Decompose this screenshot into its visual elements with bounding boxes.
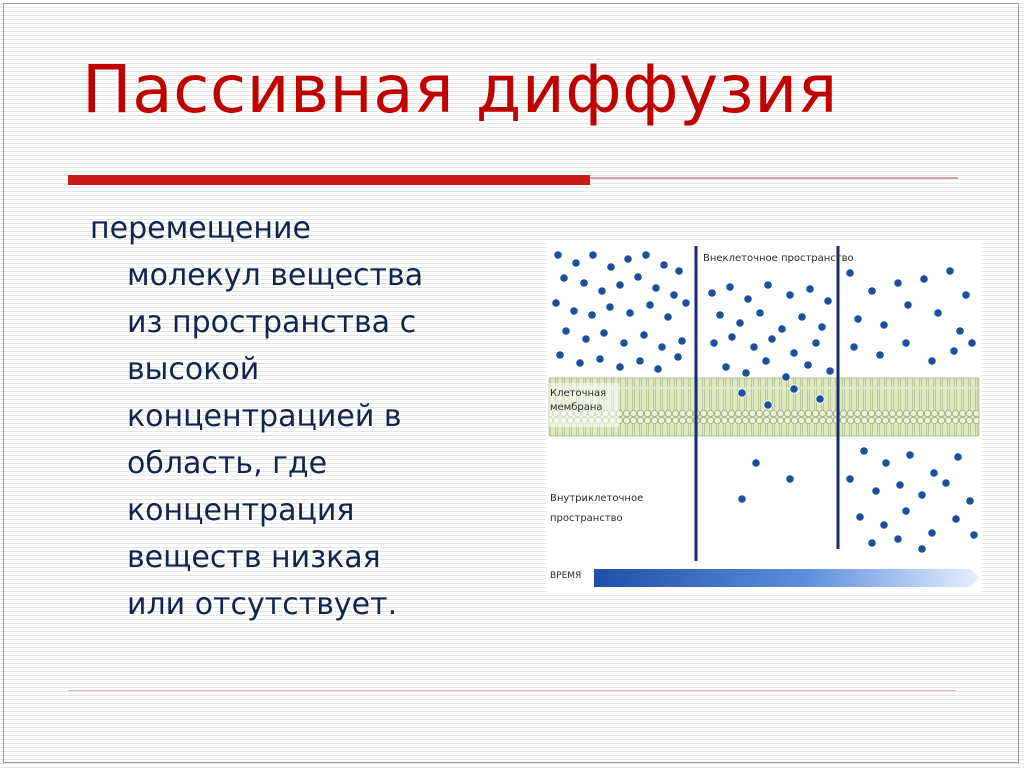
- molecule-dot: [678, 337, 686, 345]
- molecule-dot: [920, 275, 928, 283]
- title-underline-thin: [590, 177, 958, 179]
- molecule-dot: [880, 321, 888, 329]
- molecule-dot: [764, 281, 772, 289]
- body-line: концентрация: [127, 493, 355, 528]
- molecule-dot: [708, 289, 716, 297]
- body-line: концентрацией в: [127, 399, 402, 434]
- molecule-dot: [682, 299, 690, 307]
- molecule-dot: [782, 373, 790, 381]
- molecule-dot: [764, 401, 772, 409]
- molecule-dot: [624, 255, 632, 263]
- molecule-dot: [966, 497, 974, 505]
- title-underline: [68, 175, 590, 185]
- molecule-dot: [596, 355, 604, 363]
- molecule-dot: [560, 274, 568, 282]
- molecule-dot: [968, 339, 976, 347]
- molecule-dot: [856, 513, 864, 521]
- molecule-dot: [954, 453, 962, 461]
- molecule-dot: [728, 333, 736, 341]
- molecule-dot: [576, 359, 584, 367]
- molecule-dot: [824, 297, 832, 305]
- molecule-dot: [902, 339, 910, 347]
- molecule-dot: [626, 309, 634, 317]
- molecule-dot: [552, 299, 560, 307]
- molecule-dot: [742, 369, 750, 377]
- molecule-dot: [894, 279, 902, 287]
- molecule-dot: [762, 357, 770, 365]
- molecule-dot: [606, 303, 614, 311]
- molecule-dot: [570, 307, 578, 315]
- molecule-dot: [786, 475, 794, 483]
- molecule-dot: [660, 261, 668, 269]
- molecule-dot: [620, 339, 628, 347]
- molecule-dot: [636, 357, 644, 365]
- molecule-dot: [722, 363, 730, 371]
- molecule-dot: [894, 535, 902, 543]
- molecule-dot: [756, 309, 764, 317]
- molecule-dot: [652, 284, 660, 292]
- molecule-dot: [904, 301, 912, 309]
- molecule-dot: [846, 475, 854, 483]
- molecule-dot: [928, 357, 936, 365]
- molecule-dot: [634, 273, 642, 281]
- molecule-dot: [902, 507, 910, 515]
- body-line: высокой: [127, 352, 260, 387]
- molecule-dot: [790, 385, 798, 393]
- molecule-dot: [970, 531, 978, 539]
- molecule-dot: [616, 281, 624, 289]
- body-line: молекул вещества: [127, 258, 424, 293]
- footer-rule: [68, 690, 956, 691]
- molecule-dot: [556, 351, 564, 359]
- membrane-label: Клеточная: [550, 388, 607, 399]
- molecule-dot: [868, 539, 876, 547]
- molecule-dot: [778, 325, 786, 333]
- molecule-dot: [642, 251, 650, 259]
- molecule-dot: [918, 491, 926, 499]
- molecule-dot: [750, 343, 758, 351]
- time-label: ВРЕМЯ: [550, 571, 582, 581]
- intracellular-label: Внутриклеточное: [550, 493, 644, 504]
- molecule-dot: [934, 309, 942, 317]
- molecule-dot: [646, 301, 654, 309]
- molecule-dot: [674, 353, 682, 361]
- molecule-dot: [670, 291, 678, 299]
- molecule-dot: [589, 251, 597, 259]
- molecule-dot: [562, 327, 570, 335]
- molecule-dot: [930, 469, 938, 477]
- extracellular-label: Внеклеточное пространство: [703, 253, 854, 264]
- diffusion-figure: [546, 243, 982, 595]
- molecule-dot: [868, 287, 876, 295]
- molecule-dot: [607, 263, 615, 271]
- molecule-dot: [818, 323, 826, 331]
- molecule-dot: [876, 351, 884, 359]
- intracellular-label: пространство: [550, 513, 623, 524]
- molecule-dot: [675, 267, 683, 275]
- molecule-dot: [872, 487, 880, 495]
- molecule-dot: [598, 287, 606, 295]
- body-line: перемещение: [90, 211, 311, 246]
- molecule-dot: [854, 315, 862, 323]
- time-arrow: [594, 569, 980, 587]
- molecule-dot: [744, 295, 752, 303]
- molecule-dot: [738, 495, 746, 503]
- molecule-dot: [816, 395, 824, 403]
- molecule-dot: [956, 327, 964, 335]
- molecule-dot: [880, 521, 888, 529]
- molecule-dot: [918, 545, 926, 553]
- molecule-dot: [906, 451, 914, 459]
- body-line: или отсутствует.: [127, 587, 398, 622]
- diffusion-diagram: [546, 243, 982, 595]
- molecule-dot: [826, 367, 834, 375]
- molecule-dot: [850, 343, 858, 351]
- molecule-dot: [616, 363, 624, 371]
- body-line: область, где: [127, 446, 328, 481]
- molecule-dot: [600, 329, 608, 337]
- molecule-dot: [928, 529, 936, 537]
- molecule-dot: [790, 349, 798, 357]
- slide-title: Пассивная диффузия: [82, 51, 838, 128]
- molecule-dot: [710, 339, 718, 347]
- molecule-dot: [580, 279, 588, 287]
- molecule-dot: [664, 313, 672, 321]
- molecule-dot: [860, 447, 868, 455]
- molecule-dot: [950, 347, 958, 355]
- molecule-dot: [946, 267, 954, 275]
- molecule-dot: [582, 335, 590, 343]
- molecule-dot: [640, 331, 648, 339]
- molecule-dot: [942, 479, 950, 487]
- slide-body-text: [90, 205, 510, 628]
- molecule-dot: [952, 515, 960, 523]
- molecule-dot: [768, 335, 776, 343]
- molecule-dot: [658, 343, 666, 351]
- molecule-dot: [786, 291, 794, 299]
- molecule-dot: [896, 481, 904, 489]
- molecule-dot: [962, 291, 970, 299]
- molecule-dot: [804, 361, 812, 369]
- molecule-dot: [716, 311, 724, 319]
- membrane-label: мембрана: [550, 402, 603, 413]
- molecule-dot: [736, 319, 744, 327]
- molecule-dot: [726, 283, 734, 291]
- body-line: веществ низкая: [127, 540, 381, 575]
- molecule-dot: [738, 389, 746, 397]
- molecule-dot: [806, 285, 814, 293]
- molecule-dot: [798, 313, 806, 321]
- body-line: из пространства с: [127, 305, 417, 340]
- molecule-dot: [654, 365, 662, 373]
- molecule-dot: [572, 259, 580, 267]
- molecule-dot: [588, 311, 596, 319]
- molecule-dot: [752, 459, 760, 467]
- molecule-dot: [846, 269, 854, 277]
- molecule-dot: [882, 459, 890, 467]
- molecule-dot: [554, 251, 562, 259]
- molecule-dot: [812, 339, 820, 347]
